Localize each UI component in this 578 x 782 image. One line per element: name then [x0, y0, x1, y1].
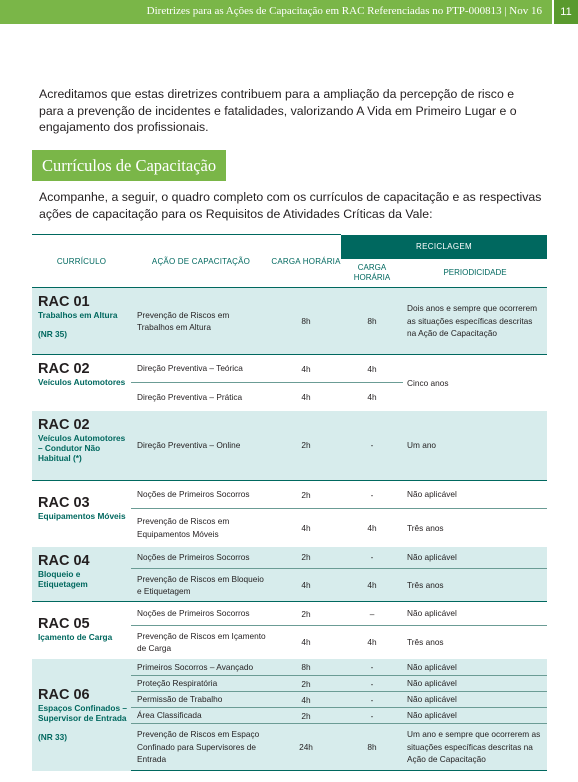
rac-name: Trabalhos em Altura	[38, 310, 118, 320]
rac-name: Bloqueio e Etiquetagem	[38, 568, 88, 589]
recic-cell: –	[341, 602, 403, 626]
intro-paragraph: Acreditamos que estas diretrizes contribuem para a ampliação da percepção de risco e para a prevenção de incidentes e fatalidades, valorizando A Vida em Primeiro Lugar e o engajamento dos profissionais.	[39, 87, 517, 134]
rac-code: RAC 05	[38, 616, 90, 632]
rac-code: RAC 06	[38, 687, 90, 703]
periodicidade-cell: Três anos	[403, 509, 547, 547]
rac-cell	[32, 288, 131, 355]
curricula-table	[32, 234, 547, 771]
section-title: Currículos de Capacitação	[32, 150, 226, 181]
table-row	[32, 602, 547, 626]
document-title: Diretrizes para as Ações de Capacitação em RAC Referenciadas no PTP-000813 | Nov 16	[146, 5, 542, 17]
carga-cell: 2h	[271, 481, 341, 509]
table-row	[32, 411, 547, 481]
periodicidade-cell: Não aplicável	[403, 692, 547, 708]
periodicidade-cell: Cinco anos	[403, 355, 547, 411]
rac-code: RAC 03	[38, 495, 90, 511]
header-periodicidade: PERIODICIDADE	[403, 259, 547, 288]
table-row	[32, 659, 547, 676]
acao-cell: Prevenção de Riscos em Trabalhos em Altura	[131, 288, 271, 355]
acao-cell: Prevenção de Riscos em Espaço Confinado para Supervisores de Entrada	[131, 724, 271, 771]
acao-cell: Área Classificada	[131, 708, 271, 724]
recic-cell: -	[341, 659, 403, 676]
carga-cell: 8h	[271, 659, 341, 676]
rac-name: Veículos Automotores – Condutor Não Habitual (*)	[38, 432, 126, 463]
rac-name: Veículos Automotores	[38, 377, 126, 387]
header-bar	[0, 0, 578, 24]
periodicidade-cell: Não aplicável	[403, 481, 547, 509]
acao-cell: Noções de Primeiros Socorros	[131, 481, 271, 509]
periodicidade-cell: Três anos	[403, 626, 547, 659]
carga-cell: 4h	[271, 509, 341, 547]
rac-nr: (NR 35)	[38, 329, 68, 339]
periodicidade-cell: Dois anos e sempre que ocorrerem as situações específicas descritas na Ação de Capacitação	[403, 288, 547, 355]
carga-cell: 2h	[271, 602, 341, 626]
header-recic-carga: CARGA HORÁRIA	[341, 259, 403, 288]
acao-cell: Prevenção de Riscos em Equipamentos Móveis	[131, 509, 271, 547]
rac-nr: (NR 33)	[38, 732, 68, 742]
periodicidade-cell: Não aplicável	[403, 708, 547, 724]
table-row	[32, 547, 547, 569]
lead-paragraph: Acompanhe, a seguir, o quadro completo com os currículos de capacitação e as respectivas ações de capacitação para os Requisitos de Atividades Críticas da Vale:	[39, 190, 542, 221]
recic-cell: 8h	[341, 288, 403, 355]
rac-code: RAC 02	[38, 416, 90, 433]
acao-cell: Primeiros Socorros – Avançado	[131, 659, 271, 676]
acao-cell: Prevenção de Riscos em Içamento de Carga	[131, 626, 271, 659]
acao-cell: Direção Preventiva – Online	[131, 411, 271, 481]
recic-cell: -	[341, 481, 403, 509]
rac-code: RAC 01	[38, 294, 90, 310]
recic-cell: -	[341, 692, 403, 708]
recic-cell: 8h	[341, 724, 403, 771]
carga-cell: 24h	[271, 724, 341, 771]
rac-cell	[32, 602, 131, 659]
carga-cell: 2h	[271, 547, 341, 569]
acao-cell: Permissão de Trabalho	[131, 692, 271, 708]
periodicidade-cell: Não aplicável	[403, 659, 547, 676]
periodicidade-cell: Não aplicável	[403, 547, 547, 569]
recic-cell: 4h	[341, 509, 403, 547]
periodicidade-cell: Não aplicável	[403, 676, 547, 692]
recic-cell: -	[341, 411, 403, 481]
acao-cell: Proteção Respiratória	[131, 676, 271, 692]
periodicidade-cell: Três anos	[403, 569, 547, 602]
carga-cell: 4h	[271, 626, 341, 659]
carga-cell: 2h	[271, 708, 341, 724]
recic-cell: -	[341, 547, 403, 569]
rac-cell	[32, 481, 131, 547]
header-acao: AÇÃO DE CAPACITAÇÃO	[131, 235, 271, 288]
header-curriculo: CURRÍCULO	[32, 235, 131, 288]
acao-cell: Noções de Primeiros Socorros	[131, 602, 271, 626]
carga-cell: 4h	[271, 569, 341, 602]
rac-name: Equipamentos Móveis	[38, 511, 126, 521]
recic-cell: 4h	[341, 569, 403, 602]
acao-cell: Direção Preventiva – Teórica	[131, 355, 271, 383]
rac-name: Espaços Confinados – Supervisor de Entrada	[38, 703, 127, 723]
rac-cell	[32, 355, 131, 411]
rac-cell	[32, 547, 131, 602]
table-row	[32, 481, 547, 509]
carga-cell: 4h	[271, 692, 341, 708]
recic-cell: -	[341, 708, 403, 724]
rac-name: Içamento de Carga	[38, 632, 113, 642]
rac-code: RAC 04	[38, 552, 90, 569]
page-number: 11	[552, 0, 578, 24]
rac-code: RAC 02	[38, 361, 90, 377]
carga-cell: 2h	[271, 676, 341, 692]
carga-cell: 4h	[271, 383, 341, 411]
rac-cell	[32, 659, 131, 771]
rac-cell	[32, 411, 131, 481]
header-reciclagem: RECICLAGEM	[341, 235, 547, 259]
recic-cell: 4h	[341, 626, 403, 659]
header-carga: CARGA HORÁRIA	[271, 235, 341, 288]
carga-cell: 4h	[271, 355, 341, 383]
recic-cell: 4h	[341, 355, 403, 383]
recic-cell: 4h	[341, 383, 403, 411]
acao-cell: Prevenção de Riscos em Bloqueio e Etiquetagem	[131, 569, 271, 602]
acao-cell: Direção Preventiva – Prática	[131, 383, 271, 411]
table-row	[32, 355, 547, 383]
periodicidade-cell: Não aplicável	[403, 602, 547, 626]
recic-cell: -	[341, 676, 403, 692]
periodicidade-cell: Um ano e sempre que ocorrerem as situações específicas descritas na Ação de Capacitação	[403, 724, 547, 771]
carga-cell: 8h	[271, 288, 341, 355]
periodicidade-cell: Um ano	[403, 411, 547, 481]
carga-cell: 2h	[271, 411, 341, 481]
table-row	[32, 288, 547, 355]
acao-cell: Noções de Primeiros Socorros	[131, 547, 271, 569]
